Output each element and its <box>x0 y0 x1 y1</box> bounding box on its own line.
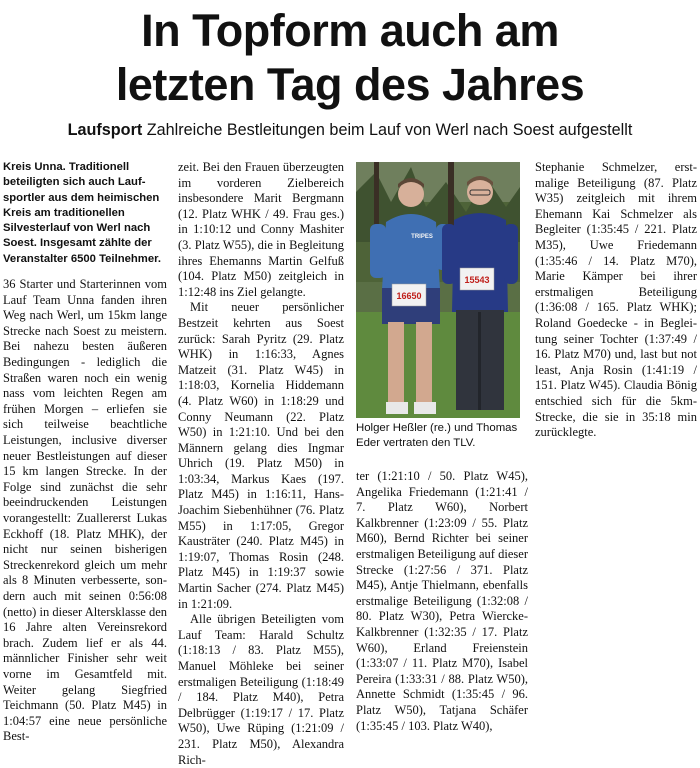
photo-caption: Holger Heßler (re.) und Thomas Eder vertraten den TLV. <box>356 422 518 449</box>
body-paragraph: 36 Starter und Starterinnen vom Lauf Team Unna fanden ihren Weg nach Werl, um 15km lange Strecke nach Soest zu meistern. Bei nahezu besten äußeren Bedingungen - lediglich die Straßen waren noch ein wenig nass vom leichten Regen am frühen Morgen – erliefen sie sich teilweise beachtliche Leistungen, inclusive diverser neuer Bestleistungen auf dieser 15 km langen Strecke. In der Folge sind zunächst die sehr beeindruckenden Leistungen vorangestellt: Zuallererst Lukas Eckhoff (18. Platz MHK), der nicht nur seinen bisherigen Streckenrekord gleich um mehr als 8 Minuten verbesserte, sondern auch mit seinen 0:56:08 (netto) in dieser Altersklasse den 16 Jahre alten Vereinsrekord brach. Zudem lief er als 44. männlicher Finisher sehr weit vorne im Gesamtfeld mit. Weiter gelang Siegfried Teichmann (50. Platz M45) in 1:04:57 eine neue persönliche Best- <box>3 277 167 744</box>
article-column-2 <box>178 160 344 768</box>
body-paragraph: ter (1:21:10 / 50. Platz W45), Angelika Friedemann (1:21:41 / 7. Platz W60), Norbert Kalkbrenner (1:23:09 / 55. Platz M60), Bernd Richter bei seiner erstmaligen Beteiligung auf dieser Strecke (1:27:56 / 371. Platz M45), Antje Thielmann, ebenfalls erstmalige Beteiligung (1:32:08 / 80. Platz W30), Petra Wiercke-Kalkbrenner (1:32:35 / 17. Platz W60), Erland Freienstein (1:33:07 / 11. Platz M70), Isabel Pereira (1:33:31 / 88. Platz W50), Annette Schmidt (1:35:45 / 96. Platz W50), Tatjana Schäfer (1:35:45 / 103. Platz W40), <box>356 469 528 733</box>
subhead-kicker: Laufsport <box>67 121 143 139</box>
article-photo <box>356 162 520 418</box>
shirt-logo-text: TRIPES <box>411 234 433 240</box>
bib-number-right: 15543 <box>464 275 490 285</box>
article-column-4 <box>535 160 697 441</box>
article-column-3 <box>356 469 528 734</box>
body-paragraph: Stephanie Schmelzer, erstmalige Beteiligung (87. Platz W35) zeitgleich mit ihrem Ehemann Kai Schmelzer als Begleiter (1:35:45 / 221. Platz M35), Uwe Friedemann (1:35:46 / 14. Platz M70), Marie Kämper bei ihrer erstmaligen Beteiligung (1:36:08 / 165. Platz WHK); Roland Goedecke - in Begleitung seiner Tochter (1:37:49 / 16. Platz M70) und, last but not least, Anja Rosin (1:41:19 / 151. Platz W45). Claudia Bönig entschied sich für die 5km-Strecke, die sie in 35:18 min zurücklegte. <box>535 160 697 440</box>
headline <box>0 4 700 112</box>
lead-paragraph: Kreis Unna. Traditionell beteiligten sich auch Laufsportler aus dem heimischen Kreis am traditionellen Silvesterlauf von Werl nach Soest. Insgesamt zählte der Veranstalter 6500 Teilnehmer. <box>3 161 162 265</box>
subhead <box>0 120 700 140</box>
headline-line-2: letzten Tag des Jahres <box>115 59 585 110</box>
runners-photo-graphic <box>356 162 520 418</box>
body-paragraph: zeit. Bei den Frauen überzeugten im vorderen Zielbereich insbesondere Marit Bergmann (12. Platz WHK / 49. Frau ges.) in 1:10:12 und Conny Mashiter (3. Platz W55), die in Begleitung ihres Ehemanns Martin Gelfuß (104. Platz M50) zeitgleich in 1:12:48 ins Ziel gelangte. <box>178 160 344 299</box>
article-column-1 <box>3 160 167 745</box>
body-paragraph: Alle übrigen Beteiligten vom Lauf Team: Harald Schultz (1:18:13 / 83. Platz M55), Manuel Möhleke bei seiner erstmaligen Beteiligung (1:18:49 / 184. Platz M40), Petra Delbrügger (1:19:17 / 17. Platz W50), Uwe Rüping (1:21:09 / 231. Platz M50), Alexandra Rich- <box>178 612 344 767</box>
headline-line-1: In Topform auch am <box>141 5 559 56</box>
subhead-text: Zahlreiche Bestleitungen beim Lauf von Werl nach Soest aufgestellt <box>146 121 633 139</box>
body-paragraph: Mit neuer persönlicher Bestzeit kehrten aus Soest zurück: Sarah Pyritz (29. Platz WHK) in 1:16:33, Agnes Matzeit (31. Platz W45) in 1:18:03, Kornelia Hiddemann (4. Platz W60) in 1:18:29 und Conny Neumann (22. Platz W50) in 1:21:10. Und bei den Männern gelang dies Ingmar Uhrich (19. Platz M50) in 1:03:34, Markus Kaes (197. Platz M45) in 1:16:11, Hans-Joachim Siebenhühner (76. Platz M55) in 1:17:05, Gregor Kausträter (240. Platz M45) in 1:19:07, Thomas Rosin (248. Platz M45) in 1:19:37 sowie Martin Sacher (274. Platz M45) in 1:21:09. <box>178 300 344 611</box>
bib-number-left: 16650 <box>396 291 422 301</box>
